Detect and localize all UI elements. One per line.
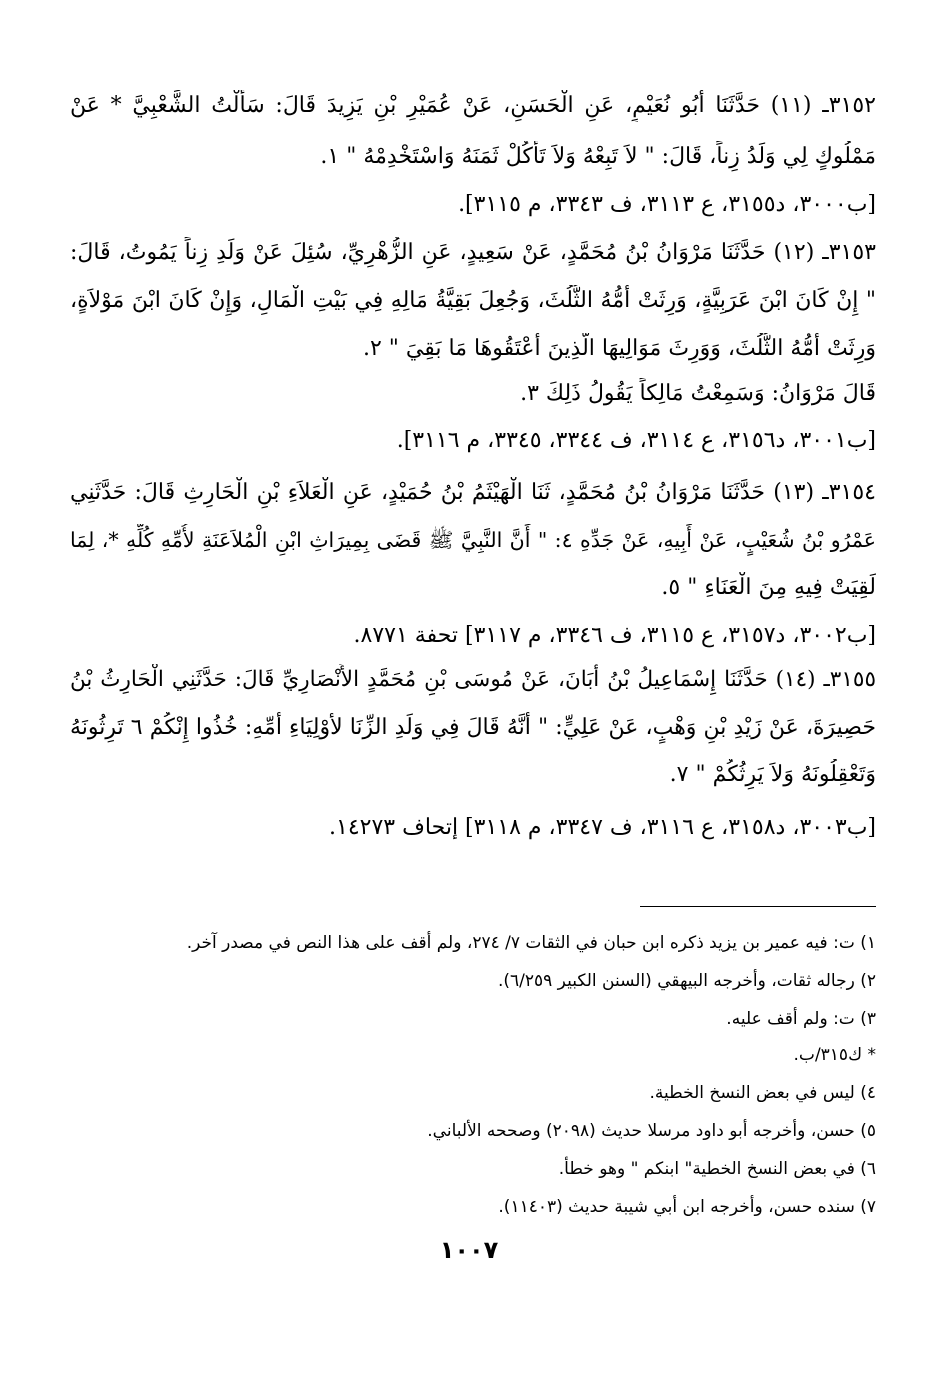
footnote-folio-marker: * ك٣١٥/ب. xyxy=(793,1045,876,1065)
footnote-2: ٢) رجاله ثقات، وأخرجه البيهقي (السنن الكبير ٦/٢٥٩). xyxy=(497,971,876,991)
hadith-3155-line-3: وَتَعْقِلُونَهُ وَلاَ يَرِثُكُمْ " ٧. xyxy=(669,762,876,787)
hadith-3152-line-2: مَمْلُوكٍ لِي وَلَدُ زِناً، قَالَ: " لاَ تَبِعْهُ وَلاَ تَأْكُلْ ثَمَنَهُ وَاسْتَخْدِمْهُ " ١. xyxy=(320,144,876,169)
hadith-3153-line-2: " إِنْ كَانَ ابْنَ عَرَبِيَّةٍ، وَرِثَتْ أُمُّهُ الثُّلُثَ، وَجُعِلَ بَقِيَّةُ مَالِهِ فِي بَيْتِ الْمَالِ، وَإِنْ كَانَ ابْنَ مَوْلاَةٍ، xyxy=(70,288,876,313)
hadith-3153-line-1: ٣١٥٣ـ (١٢) حَدَّثَنَا مَرْوَانُ بْنُ مُحَمَّدٍ، عَنْ سَعِيدٍ، عَنِ الزُّهْرِيِّ، سُئِلَ عَنْ وَلَدِ زِناً يَمُوتُ، قَالَ: xyxy=(70,240,876,265)
hadith-3155-reference: [ب٣٠٠٣، د٣١٥٨، ع ٣١١٦، ف ٣٣٤٧، م ٣١١٨] إتحاف ١٤٢٧٣. xyxy=(329,815,876,840)
hadith-3154-line-2: عَمْرُو بْنُ شُعَيْبٍ، عَنْ أَبِيهِ، عَنْ جَدِّهِ ٤: " أَنَّ النَّبِيَّ ﷺ قَضَى بِمِيرَاثِ ابْنِ الْمُلاَعَنَةِ لأُمِّهِ كُلِّهِ *، لِمَا xyxy=(70,528,876,552)
page-number: ١٠٠٧ xyxy=(439,1236,499,1264)
hadith-3153-line-4: قَالَ مَرْوَانُ: وَسَمِعْتُ مَالِكاً يَقُولُ ذَلِكَ ٣. xyxy=(520,381,876,406)
hadith-3152-line-1: ٣١٥٢ـ (١١) حَدَّثَنَا أَبُو نُعَيْمٍ، عَنِ الْحَسَنِ، عَنْ عُمَيْرِ بْنِ يَزِيدَ قَالَ: سَأَلْتُ الشَّعْبِيَّ * عَنْ xyxy=(70,93,876,118)
hadith-3153-line-3: وَرِثَتْ أُمُّهُ الثُّلُثَ، وَوَرِثَ مَوَالِيهَا الَّذِينَ أَعْتَقُوهَا مَا بَقِيَ " ٢. xyxy=(362,336,876,361)
hadith-3153-reference: [ب٣٠٠١، د٣١٥٦، ع ٣١١٤، ف ٣٣٤٤، ٣٣٤٥، م ٣١١٦]. xyxy=(396,428,876,453)
footnote-separator xyxy=(640,906,876,907)
footnote-1: ١) ت: فيه عمير بن يزيد ذكره ابن حبان في الثقات ٧/ ٢٧٤، ولم أقف على هذا النص في مصدر آخر. xyxy=(186,933,876,953)
hadith-3154-line-1: ٣١٥٤ـ (١٣) حَدَّثَنَا مَرْوَانُ بْنُ مُحَمَّدٍ، ثَنَا الْهَيْثَمُ بْنُ حُمَيْدٍ، عَنِ الْعَلاَءِ بْنِ الْحَارِثِ قَالَ: حَدَّثَنِي xyxy=(70,480,876,505)
hadith-3154-reference: [ب٣٠٠٢، د٣١٥٧، ع ٣١١٥، ف ٣٣٤٦، م ٣١١٧] تحفة ٨٧٧١. xyxy=(353,623,876,648)
hadith-3154-line-3: لَقِيَتْ فِيهِ مِنَ الْعَنَاءِ " ٥. xyxy=(661,575,876,600)
footnote-4: ٤) ليس في بعض النسخ الخطية. xyxy=(649,1083,876,1103)
hadith-3155-line-1: ٣١٥٥ـ (١٤) حَدَّثَنَا إِسْمَاعِيلُ بْنُ أَبَانَ، عَنْ مُوسَى بْنِ مُحَمَّدٍ الأَنْصَارِيِّ قَالَ: حَدَّثَنِي الْحَارِثُ بْنُ xyxy=(70,667,876,692)
footnote-5: ٥) حسن، وأخرجه أبو داود مرسلا حديث (٢٠٩٨) وصححه الألباني. xyxy=(427,1121,876,1141)
footnote-3: ٣) ت: ولم أقف عليه. xyxy=(726,1009,876,1029)
hadith-3155-line-2: حَصِيرَةَ، عَنْ زَيْدِ بْنِ وَهْبٍ، عَنْ عَلِيٍّ: " أَنَّهُ قَالَ فِي وَلَدِ الزِّنَا لأَوْلِيَاءِ أُمِّهِ: خُذُوا إِنْكُمْ ٦ تَرِثُونَهُ xyxy=(70,715,876,740)
footnote-7: ٧) سنده حسن، وأخرجه ابن أبي شيبة حديث (١١٤٠٣). xyxy=(498,1197,876,1217)
footnote-6: ٦) في بعض النسخ الخطية" ابنكم " وهو خطأ. xyxy=(558,1159,876,1179)
hadith-3152-reference: [ب٣٠٠٠، د٣١٥٥، ع ٣١١٣، ف ٣٣٤٣، م ٣١١٥]. xyxy=(458,192,876,217)
